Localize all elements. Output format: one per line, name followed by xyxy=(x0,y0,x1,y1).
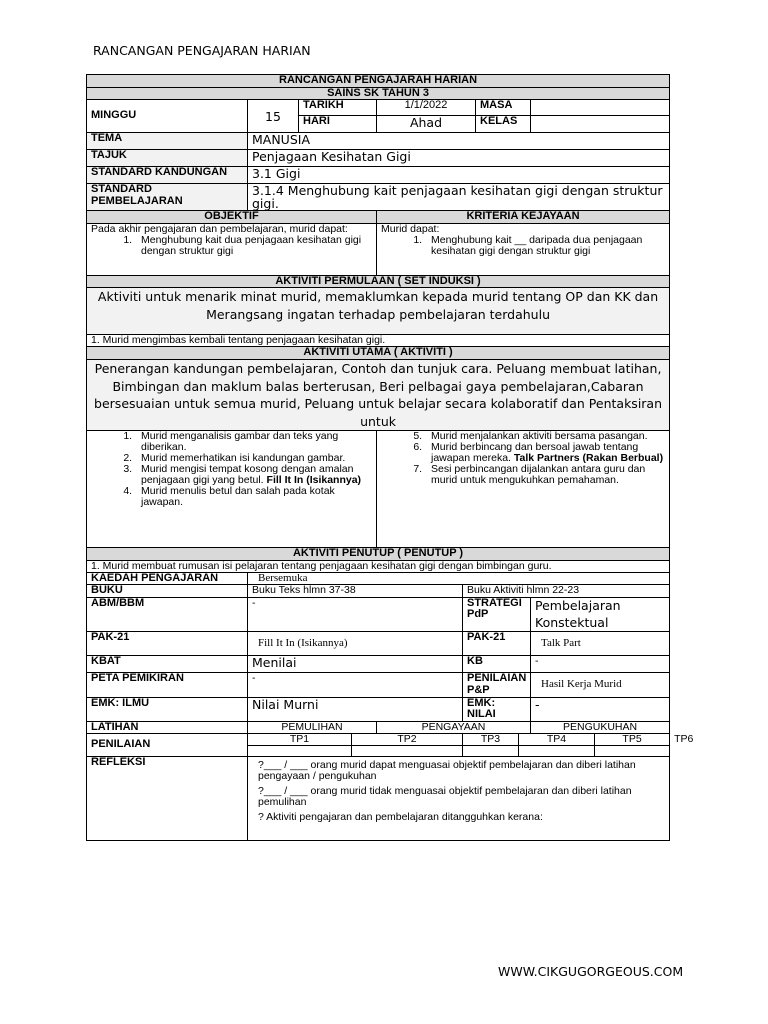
pak21-left-value: Fill It In (Isikannya) xyxy=(248,632,463,656)
strategi-value: Pembelajaran Konstektual xyxy=(531,597,670,632)
minggu-value: 15 xyxy=(248,100,299,133)
footer-url: WWW.CIKGUGORGEOUS.COM xyxy=(498,964,684,979)
standard-pembelajaran-label: STANDARD PEMBELAJARAN xyxy=(87,184,248,211)
kelas-value xyxy=(531,116,670,133)
penilaian-pp-label: PENILAIAN P&P xyxy=(463,673,531,697)
tp-cell: TP2 xyxy=(352,734,463,746)
kriteria-item: 1. Menghubung kait __ daripada dua penjagaan kesihatan gigi dengan struktur gigi xyxy=(425,235,665,257)
objektif-header: OBJEKTIF xyxy=(87,211,377,224)
peta-pemikiran-label: PETA PEMIKIRAN xyxy=(87,673,248,697)
tema-label: TEMA xyxy=(87,133,248,150)
penilaian-label: PENILAIAN xyxy=(87,734,248,757)
kbat-value: Menilai xyxy=(248,656,463,673)
utama-description: Penerangan kandungan pembelajaran, Contoh dan tunjuk cara. Peluang membuat latihan, Bimbingan dan maklum balas berterusan, Beri pelbagai gaya pembelajaran,Cabaran bersesuaian untuk semua murid, Peluang untuk belajar secara kolaboratif dan Pentaksiran untuk xyxy=(87,360,670,431)
tp-cell: TP4 xyxy=(519,734,595,746)
document-header: RANCANGAN PENGAJARAN HARIAN xyxy=(93,43,311,58)
pak21-right-label: PAK-21 xyxy=(463,632,531,656)
masa-value xyxy=(531,100,670,116)
refleksi-line: ?___ / ___ orang murid dapat menguasai objektif pembelajaran dan diberi latihan pengayaan / pengukuhan xyxy=(258,759,636,783)
utama-activity: 2. Murid memerhatikan isi kandungan gambar. xyxy=(135,453,372,464)
peta-pemikiran-value: - xyxy=(248,673,463,697)
kb-label: KB xyxy=(463,656,531,673)
utama-header: AKTIVITI UTAMA ( AKTIVITI ) xyxy=(87,347,670,360)
plan-subtitle: SAINS SK TAHUN 3 xyxy=(87,87,670,100)
refleksi-label: REFLEKSI xyxy=(87,757,248,841)
kaedah-value: Bersemuka xyxy=(248,572,670,585)
lesson-plan-table: RANCANGAN PENGAJARAH HARIAN SAINS SK TAHUN 3 MINGGU 15 TARIKH 1/1/2022 MASA HARI Ahad KELAS TEMA MANUSIA TAJUK Penjagaan Kesihatan Gigi STANDARD KANDUNGAN 3.1 Gigi STANDARD PEMBELAJARAN 3.1.4 Menghubung kait penjagaan kesihatan gigi dengan struktur gigi. OBJEKTIF KRITERIA KEJAYAAN Pada akhir pengajaran dan pembelajaran, murid dapat: 1. Menghubung kait dua penjagaan kesihatan gigi dengan struktur gigi Murid dapat: 1. Menghubung kait __ daripada dua penjagaan kesihatan gigi dengan struktur gigi AKTIVITI PERMULAAN ( SET INDUKSI ) Aktiviti untuk menarik minat murid, memaklumkan kepada murid tentang OP dan KK dan Merangsang ingatan terhadap pembelajaran terdahulu 1. Murid mengimbas kembali tentang penjagaan kesihatan gigi. AKTIVITI UTAMA ( AKTIVITI ) Penerangan kandungan pembelajaran, Contoh dan tunjuk cara. Peluang membuat latihan, Bimbingan dan maklum balas berterusan, Beri pelbagai gaya pembelajaran,Cabaran bersesuaian untuk semua murid, Peluang untuk belajar secara kolaboratif dan Pentaksiran untuk 1. Murid menganalisis gambar dan teks yang diberikan. 2. Murid memerhatikan isi kandungan gambar. 3. Murid mengisi tempat kosong dengan amalan penjagaan gigi yang betul. Fill It In (Isikannya) 4. Murid menulis betul dan salah pada kotak jawapan. 5. Murid menjalankan aktiviti bersama pasangan. 6. Murid berbincang dan bersoal jawab tentang jawapan mereka. Talk Partners (Rakan Berbual) 7. Sesi perbincangan dijalankan antara guru dan murid untuk mengukuhkan pemahaman. AKTIVITI PENUTUP ( PENUTUP ) 1. Murid membuat rumusan isi pelajaran tentang penjagaan kesihatan gigi dengan bimbingan guru. KAEDAH PENGAJARAN Bersemuka BUKU Buku Teks hlmn 37-38 Buku Aktiviti hlmn 22-23 ABM/BBM - STRATEGI PdP Pembelajaran Konstektual PAK-21 Fill It In (Isikannya) PAK-21 Talk Part KBAT Menilai KB - PETA PEMIKIRAN - PENILAIAN P&P Hasil Kerja Murid EMK: ILMU Nilai Murni EMK: NILAI - LATIHAN PEMULIHAN PENGAYAAN PENGUKUHAN PENILAIAN TP1 TP2 TP3 TP4 TP5 TP6 REFLEKSI ?___ / ___ orang murid dapat menguasai objektif pembelajaran dan diberi latihan pengayaan / pengukuhan ?___ / ___ orang murid tidak menguasai objektif pembelajaran dan diberi latihan pemulihan ? Aktiviti pengajaran dan pembelajaran ditangguhkan kerana: xyxy=(86,74,670,841)
objektif-item: 1. Menghubung kait dua penjagaan kesihatan gigi dengan struktur gigi xyxy=(135,235,372,257)
masa-label: MASA xyxy=(476,100,531,116)
kbat-label: KBAT xyxy=(87,656,248,673)
buku-aktiviti: Buku Aktiviti hlmn 22-23 xyxy=(463,585,670,598)
emk-nilai-value: - xyxy=(531,697,670,721)
standard-kandungan-label: STANDARD KANDUNGAN xyxy=(87,167,248,184)
refleksi-content xyxy=(248,757,670,841)
buku-label: BUKU xyxy=(87,585,248,598)
tp-cell: TP3 xyxy=(463,734,519,746)
pak21-left-label: PAK-21 xyxy=(87,632,248,656)
tarikh-label: TARIKH xyxy=(299,100,377,116)
hari-value: Ahad xyxy=(377,116,476,133)
abm-value: - xyxy=(248,597,463,632)
abm-label: ABM/BBM xyxy=(87,597,248,632)
latihan-pemulihan: PEMULIHAN xyxy=(248,721,377,734)
tajuk-label: TAJUK xyxy=(87,150,248,167)
utama-activity: 5. Murid menjalankan aktiviti bersama pasangan. xyxy=(425,431,665,442)
kaedah-label: KAEDAH PENGAJARAN xyxy=(87,572,248,585)
pak21-right-value: Talk Part xyxy=(531,632,670,656)
emk-ilmu-label: EMK: ILMU xyxy=(87,697,248,721)
buku-teks: Buku Teks hlmn 37-38 xyxy=(248,585,463,598)
emk-nilai-label: EMK: NILAI xyxy=(463,697,531,721)
utama-activity: 7. Sesi perbincangan dijalankan antara guru dan murid untuk mengukuhkan pemahaman. xyxy=(425,464,665,486)
utama-activities-right xyxy=(377,431,670,548)
plan-title: RANCANGAN PENGAJARAH HARIAN xyxy=(87,75,670,88)
latihan-label: LATIHAN xyxy=(87,721,248,734)
kb-value: - xyxy=(531,656,670,673)
minggu-label: MINGGU xyxy=(87,100,248,133)
utama-activity: 6. Murid berbincang dan bersoal jawab tentang jawapan mereka. Talk Partners (Rakan Berbual) xyxy=(425,442,665,464)
penutup-item: 1. Murid membuat rumusan isi pelajaran tentang penjagaan kesihatan gigi dengan bimbingan guru. xyxy=(87,560,670,572)
kelas-label: KELAS xyxy=(476,116,531,133)
latihan-pengayaan: PENGAYAAN xyxy=(377,721,531,734)
permulaan-item: 1. Murid mengimbas kembali tentang penjagaan kesihatan gigi. xyxy=(87,335,670,347)
penutup-header: AKTIVITI PENUTUP ( PENUTUP ) xyxy=(87,548,670,561)
standard-pembelajaran-value: 3.1.4 Menghubung kait penjagaan kesihatan gigi dengan struktur gigi. xyxy=(248,184,670,211)
hari-label: HARI xyxy=(299,116,377,133)
tarikh-value: 1/1/2022 xyxy=(377,100,476,116)
utama-activity: 1. Murid menganalisis gambar dan teks yang diberikan. xyxy=(135,431,372,453)
permulaan-description: Aktiviti untuk menarik minat murid, memaklumkan kepada murid tentang OP dan KK dan Merangsang ingatan terhadap pembelajaran terdahulu xyxy=(87,288,670,335)
tp-cell: TP1 xyxy=(248,734,352,746)
utama-activity: 3. Murid mengisi tempat kosong dengan amalan penjagaan gigi yang betul. Fill It In (Isikannya) xyxy=(135,464,372,486)
utama-activities-left xyxy=(87,431,377,548)
kriteria-content: Murid dapat: 1. Menghubung kait __ daripada dua penjagaan kesihatan gigi dengan struktur gigi xyxy=(377,223,670,275)
refleksi-line: ? Aktiviti pengajaran dan pembelajaran ditangguhkan kerana: xyxy=(258,811,543,824)
tema-value: MANUSIA xyxy=(248,133,670,150)
kriteria-header: KRITERIA KEJAYAAN xyxy=(377,211,670,224)
latihan-pengukuhan: PENGUKUHAN xyxy=(531,721,670,734)
tp-cell: TP5 xyxy=(595,734,670,746)
emk-ilmu-value: Nilai Murni xyxy=(248,697,463,721)
permulaan-header: AKTIVITI PERMULAAN ( SET INDUKSI ) xyxy=(87,275,670,288)
strategi-label: STRATEGI PdP xyxy=(463,597,531,632)
penilaian-pp-value: Hasil Kerja Murid xyxy=(531,673,670,697)
objektif-content: Pada akhir pengajaran dan pembelajaran, murid dapat: 1. Menghubung kait dua penjagaan kesihatan gigi dengan struktur gigi xyxy=(87,223,377,275)
refleksi-line: ?___ / ___ orang murid tidak menguasai objektif pembelajaran dan diberi latihan pemulihan xyxy=(258,785,632,809)
standard-kandungan-value: 3.1 Gigi xyxy=(248,167,670,184)
utama-activity: 4. Murid menulis betul dan salah pada kotak jawapan. xyxy=(135,486,372,508)
tajuk-value: Penjagaan Kesihatan Gigi xyxy=(248,150,670,167)
